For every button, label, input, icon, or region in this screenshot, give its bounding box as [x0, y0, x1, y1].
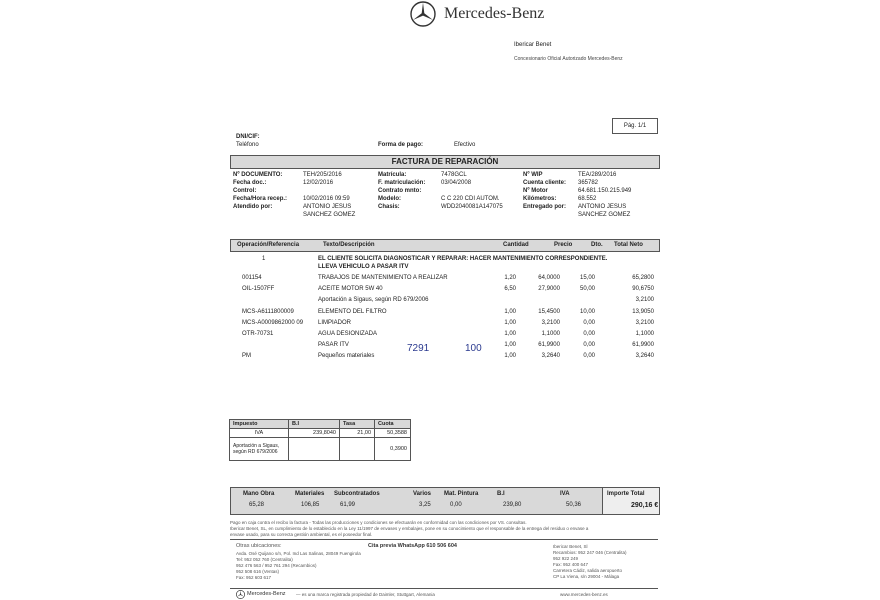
mercedes-star-icon — [410, 1, 436, 27]
header-field-label: F. matriculación: — [378, 180, 426, 186]
line-ref: 1 — [262, 256, 266, 262]
footer-right-line: Carretera Cádiz, salida aeropuerto — [553, 568, 623, 573]
header-field-value: C C 220 CDI AUTOM. — [441, 196, 500, 202]
footer-right-line: Ibericar Benet, Sl — [553, 544, 588, 549]
table-row — [230, 308, 660, 317]
header-field-value: SANCHEZ GOMEZ — [578, 212, 631, 218]
header-field-value: TEA/289/2016 — [578, 172, 617, 178]
header-field-value: 03/04/2008 — [441, 180, 472, 186]
line-desc: LLEVA VEHICULO A PASAR ITV — [318, 264, 409, 270]
table-row — [230, 285, 660, 294]
line-price: 64,0000 — [538, 275, 560, 281]
header-field-value: ANTONIO JESUS — [578, 204, 627, 210]
table-row — [230, 330, 660, 339]
line-desc: PASAR ITV — [318, 342, 349, 348]
overlay-number-b: 100 — [465, 343, 482, 354]
tax-table — [229, 419, 411, 461]
line-price: 61,9900 — [538, 342, 560, 348]
total-value: 0,00 — [450, 502, 462, 508]
footer-divider — [230, 539, 658, 540]
line-dto: 0,00 — [583, 342, 595, 348]
tax-row — [230, 429, 411, 438]
line-dto: 0,00 — [583, 320, 595, 326]
line-total: 3,2100 — [635, 297, 654, 303]
line-dto: 10,00 — [579, 309, 595, 315]
line-qty: 1,00 — [504, 320, 516, 326]
tax-amount: 0,3900 — [375, 438, 411, 461]
total-label: Importe Total — [607, 491, 645, 497]
line-ref: PM — [242, 353, 251, 359]
header-field-label: Cuenta cliente: — [523, 180, 567, 186]
footer-right-line: Recambios: 952 247 046 (Centralita) — [553, 550, 627, 555]
total-label: Varios — [413, 491, 432, 497]
line-qty: 1,20 — [504, 275, 516, 281]
dealer-sub: Concesionario Oficial Autorizado Mercedes-Benz — [514, 56, 623, 62]
mercedes-logo — [410, 0, 544, 28]
line-ref: OTR-70731 — [242, 331, 274, 337]
legal-line-2: Ibericar Benet, SL, en cumplimiento de lo establecido en la Ley 11/1997 de envases y embalajes, pone en su conocimiento que el responsable de la entrega del residuo o envase a — [230, 526, 589, 531]
tax-col-amount: Cuota — [375, 420, 411, 429]
header-field-label: Fecha/Hora recep.: — [233, 196, 288, 202]
footer-address-line: Tel: 952 052 760 (Centralita) — [236, 557, 293, 562]
line-dto: 0,00 — [583, 353, 595, 359]
col-price: Precio — [554, 242, 573, 248]
line-total: 61,9900 — [632, 342, 654, 348]
tax-header-row — [230, 420, 411, 429]
footer-website: www.mercedes-benz.es — [560, 592, 608, 597]
header-field-value: SANCHEZ GOMEZ — [303, 212, 356, 218]
line-ref: MCS-A6111800009 — [242, 309, 294, 315]
tax-name: IVA — [230, 429, 289, 438]
tax-row — [230, 438, 411, 461]
tax-rate — [340, 438, 375, 461]
line-desc: LIMPIADOR — [318, 320, 352, 326]
header-field-value: ANTONIO JESUS — [303, 204, 352, 210]
dealer-name: Ibericar Benet — [514, 42, 552, 48]
line-desc: AGUA DESIONIZADA — [318, 331, 378, 337]
line-price: 27,9000 — [538, 286, 560, 292]
line-ref: MCS-A0009862000 09 — [242, 320, 304, 326]
header-field-label: Nº Motor — [523, 188, 548, 194]
dni-label: DNI/CIF: — [236, 134, 260, 140]
line-total: 1,1000 — [635, 331, 654, 337]
header-field-value: 64.681.150.215.949 — [578, 188, 632, 194]
title-bar — [230, 155, 660, 169]
brand-name: Mercedes-Benz — [444, 5, 545, 22]
line-price: 3,2640 — [541, 353, 560, 359]
footer-bottom-divider — [230, 588, 658, 589]
total-value: 65,28 — [249, 502, 265, 508]
line-desc: Aportación a Sigaus, según RD 679/2006 — [318, 297, 429, 303]
total-label: Mat. Pintura — [444, 491, 479, 497]
invoice-title: FACTURA DE REPARACIÓN — [391, 157, 499, 166]
header-field-label: Control: — [233, 188, 257, 194]
total-value: 3,25 — [419, 502, 431, 508]
header-field-value: 7478GCL — [441, 172, 467, 178]
line-qty: 6,50 — [504, 286, 516, 292]
payment-label: Forma de pago: — [378, 142, 424, 148]
tax-col-rate: Tasa — [340, 420, 375, 429]
legal-line-1: Pago en caja contra el recibo la factura - Todas las producciones y condiciones se efectuarán en conformidad con las condiciones por VS. consultas. — [230, 520, 527, 525]
tax-col-name: Impuesto — [230, 420, 289, 429]
total-label: IVA — [560, 491, 570, 497]
tax-amount: 50,3588 — [375, 429, 411, 438]
header-field-value: 68.552 — [578, 196, 597, 202]
tax-rate: 21,00 — [340, 429, 375, 438]
col-qty: Cantidad — [503, 242, 529, 248]
line-desc: ACEITE MOTOR 5W 40 — [318, 286, 383, 292]
footer-trademark: — es una marca registrada propiedad de Daimler, Stuttgart, Alemania — [296, 592, 435, 597]
other-locations-label: Otras ubicaciones: — [236, 543, 282, 549]
footer-brand: Mercedes-Benz — [247, 591, 286, 597]
header-field-label: Kilómetros: — [523, 196, 557, 202]
total-label: Materiales — [295, 491, 325, 497]
footer-address-line: 952 508 616 (Ventas) — [236, 569, 280, 574]
line-desc: Pequeños materiales — [318, 353, 375, 359]
table-row — [230, 341, 660, 350]
line-qty: 1,00 — [504, 309, 516, 315]
line-total: 13,9050 — [632, 309, 654, 315]
table-row — [230, 296, 660, 305]
header-field-value: TEH/205/2016 — [303, 172, 342, 178]
payment-value: Efectivo — [454, 142, 476, 148]
header-field-value: 365782 — [578, 180, 599, 186]
overlay-number-a: 7291 — [407, 343, 430, 354]
phone-label: Teléfono — [236, 142, 259, 148]
line-total: 90,6750 — [632, 286, 654, 292]
line-price: 15,4500 — [538, 309, 560, 315]
tax-col-bi: B.I — [289, 420, 340, 429]
line-qty: 1,00 — [504, 353, 516, 359]
total-value: 239,80 — [503, 502, 522, 508]
line-dto: 0,00 — [583, 331, 595, 337]
line-price: 3,2100 — [541, 320, 560, 326]
line-total: 3,2640 — [635, 353, 654, 359]
footer-right-line: Fax: 952 400 647 — [553, 562, 589, 567]
header-field-label: Nº WIP — [523, 172, 543, 178]
total-label: Mano Obra — [243, 491, 275, 497]
line-ref: OIL-1507FF — [242, 286, 275, 292]
line-desc: TRABAJOS DE MANTENIMIENTO A REALIZAR — [318, 275, 448, 281]
header-field-label: Chasis: — [378, 204, 400, 210]
line-desc: ELEMENTO DEL FILTRO — [318, 309, 387, 315]
legal-line-3: envase usado, para su correcta gestión ambiental, es el poseedor final. — [230, 532, 373, 537]
table-row — [230, 274, 660, 283]
line-qty: 1,00 — [504, 342, 516, 348]
footer-address-line: Fax: 952 603 617 — [236, 575, 272, 580]
col-desc: Texto/Descripción — [323, 242, 375, 248]
col-total: Total Neto — [614, 242, 643, 248]
tax-bi: 239,8040 — [289, 429, 340, 438]
total-label: B.I — [497, 491, 505, 497]
tax-bi — [289, 438, 340, 461]
tax-name: Aportación a Sigaus, según RD 679/2006 — [230, 438, 289, 461]
line-total: 65,2800 — [632, 275, 654, 281]
header-field-value: 10/02/2016 09:59 — [303, 196, 350, 202]
line-total: 3,2100 — [635, 320, 654, 326]
mercedes-star-small-icon — [236, 590, 245, 599]
col-dto: Dto. — [591, 242, 603, 248]
footer-address-line: 952 476 563 / 952 761 294 (Recambios) — [236, 563, 317, 568]
total-value: 50,36 — [566, 502, 582, 508]
line-qty: 1,00 — [504, 331, 516, 337]
header-field-label: Fecha doc.: — [233, 180, 267, 186]
total-value: 290,16 € — [631, 502, 659, 509]
line-dto: 50,00 — [579, 286, 595, 292]
header-field-value: WDD2040081A147075 — [441, 204, 503, 210]
line-dto: 15,00 — [579, 275, 595, 281]
header-field-value: 12/02/2016 — [303, 180, 334, 186]
header-field-label: Nº DOCUMENTO: — [233, 172, 283, 178]
footer-right-line: 952 922 249 — [553, 556, 579, 561]
total-label: Subcontratados — [334, 491, 380, 497]
header-field-label: Contrato mnto: — [378, 188, 422, 194]
table-row — [230, 352, 660, 361]
header-field-label: Matrícula: — [378, 172, 407, 178]
col-ref: Operación/Referencia — [237, 242, 300, 248]
line-price: 1,1000 — [541, 331, 560, 337]
footer-address-line: Avda. Osé Quijano s/n, Pol. Ind Las Salinas, 28049 Fuengirola — [236, 551, 361, 556]
header-field-label: Entregado por: — [523, 204, 566, 210]
total-value: 61,99 — [340, 502, 356, 508]
total-value: 106,85 — [301, 502, 320, 508]
lines-header — [230, 239, 660, 252]
header-field-label: Atendido por: — [233, 204, 273, 210]
footer-right-line: CP La Viena, s/n 29004 - Málaga — [553, 574, 620, 579]
page-number: Pág. 1/1 — [612, 118, 658, 134]
line-ref: 001154 — [242, 275, 262, 281]
header-field-label: Modelo: — [378, 196, 401, 202]
table-row — [230, 263, 660, 272]
whatsapp-line: Cita previa WhatsApp 610 506 604 — [368, 543, 457, 549]
line-desc: EL CLIENTE SOLICITA DIAGNOSTICAR Y REPARAR: HACER MANTENIMIENTO CORRESPONDIENTE. — [318, 256, 608, 262]
table-row — [230, 319, 660, 328]
